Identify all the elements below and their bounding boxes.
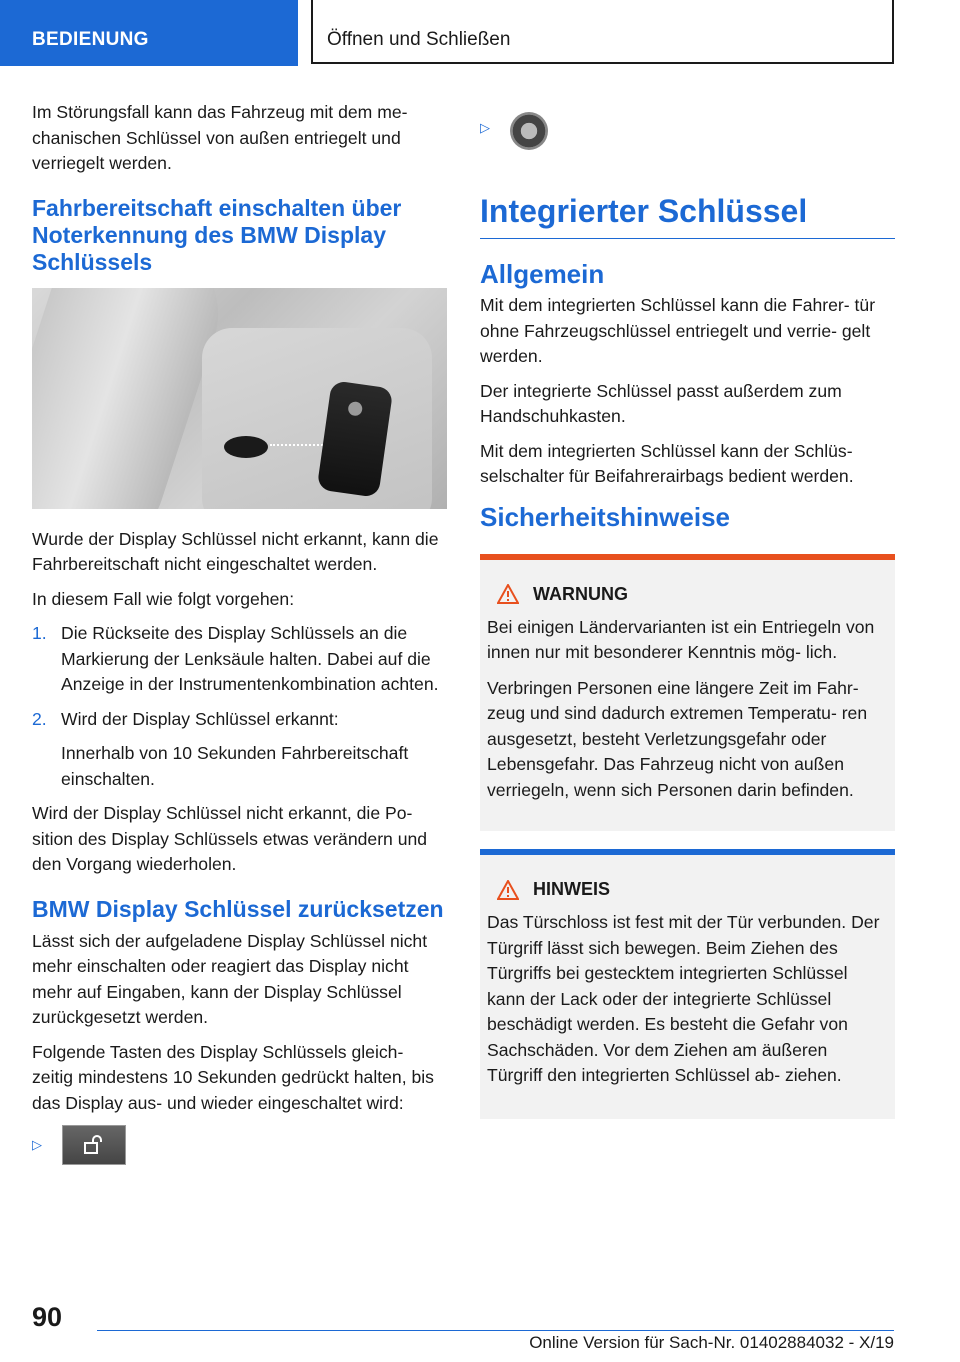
step-text: Wird der Display Schlüssel erkannt: <box>61 708 339 729</box>
section-tab <box>0 0 298 66</box>
left-column <box>32 100 447 1165</box>
step-text: Die Rückseite des Display Schlüssels an die Markierung der Lenksäule halten. Dabei auf die Anzeige in der Instrumentenkombination achten. <box>61 623 439 694</box>
after-image-paragraph: Wurde der Display Schlüssel nicht erkannt, kann die Fahrbereitschaft nicht eingeschaltet werden. <box>32 528 439 574</box>
list-item <box>32 707 447 793</box>
heading-fahrbereitschaft: Fahrbereitschaft einschalten über Noterkennung des BMW Display Schlüssels <box>32 194 402 275</box>
section-label: BEDIENUNG <box>32 29 149 50</box>
right-column <box>480 100 895 1119</box>
heading-sicherheitshinweise: Sicherheitshinweise <box>480 501 730 532</box>
case-paragraph: In diesem Fall wie folgt vorgehen: <box>32 588 295 609</box>
chapter-label: Öffnen und Schließen <box>327 29 511 50</box>
step-number: 1. <box>32 623 47 643</box>
marking-icon <box>224 436 268 458</box>
steps-list <box>32 621 447 792</box>
reset-paragraph-2: Folgende Tasten des Display Schlüssels gleich- zeitig mindestens 10 Sekunden gedrückt halten, bis das Display aus- und wieder eingeschaltet wird: <box>32 1041 434 1113</box>
footer-text: Online Version für Sach-Nr. 01402884032 - X/19 <box>529 1333 894 1352</box>
note-title: HINWEIS <box>533 879 611 899</box>
note-paragraph-1: Das Türschloss ist fest mit der Tür verbunden. Der Türgriff lässt sich bewegen. Beim Ziehen des Türgriffs bei gestecktem integrierten Schlüssel kann der Lack oder der integrierte Schlüssel beschädigt werden. Es besteht die Gefahr von Sachschäden. Vor dem Ziehen am äußeren Türgriff den integrierten Schlüssel ab- ziehen. <box>487 912 880 1085</box>
unlock-key-icon <box>62 1125 126 1165</box>
warning-paragraph-2: Verbringen Personen eine längere Zeit im Fahr- zeug und sind dadurch extremen Temperatu- ren ausgesetzt, besteht Verletzungsgefahr oder Lebensgefahr. Das Fahrzeug nicht von außen verriegeln, wenn sich Personen darin befinden. <box>487 677 868 800</box>
reset-paragraph-1: Lässt sich der aufgeladene Display Schlüssel nicht mehr einschalten oder reagiert das Display nicht mehr auf Eingaben, kann der Display Schlüssel zurückgesetzt werden. <box>32 930 428 1027</box>
general-paragraph-1: Mit dem integrierten Schlüssel kann die Fahrer- tür ohne Fahrzeugschlüssel entriegelt und verrie- gelt werden. <box>480 295 876 366</box>
bmw-logo-icon <box>510 112 548 150</box>
warning-box <box>480 554 895 832</box>
note-triangle-icon <box>497 880 519 900</box>
warning-paragraph-1: Bei einigen Ländervarianten ist ein Entriegeln von innen nur mit besonderer Kenntnis mög- lich. <box>487 616 875 662</box>
warning-triangle-icon <box>497 584 519 604</box>
heading-reset: BMW Display Schlüssel zurücksetzen <box>32 895 444 922</box>
footer-divider <box>97 1330 894 1331</box>
bullet-triangle-icon: ▷ <box>480 120 490 135</box>
not-recognized-paragraph: Wird der Display Schlüssel nicht erkannt, die Po- sition des Display Schlüssels etwas verändern und den Vorgang wiederholen. <box>32 803 428 874</box>
bullet-triangle-icon: ▷ <box>32 1137 42 1152</box>
step-number: 2. <box>32 708 47 729</box>
note-box <box>480 849 895 1119</box>
chapter-tab <box>311 0 894 64</box>
steering-column-photo <box>32 288 447 509</box>
page-number: 90 <box>32 1302 63 1332</box>
general-paragraph-2: Der integrierte Schlüssel passt außerdem zum Handschuhkasten. <box>480 380 842 426</box>
heading-allgemein: Allgemein <box>480 259 605 289</box>
bullet-lock-button <box>32 1125 447 1165</box>
intro-paragraph: Im Störungsfall kann das Fahrzeug mit dem me- chanischen Schlüssel von außen entriegelt und verriegelt werden. <box>32 102 408 173</box>
step-subtext: Innerhalb von 10 Sekunden Fahrbereitschaft einschalten. <box>61 743 409 789</box>
general-paragraph-3: Mit dem integrierten Schlüssel kann der Schlüs- selschalter für Beifahrerairbags bedient werden. <box>480 440 854 486</box>
bullet-bmw-button <box>480 106 895 150</box>
heading-integrierter-schluessel: Integrierter Schlüssel <box>480 192 895 239</box>
warning-title: WARNUNG <box>533 583 628 604</box>
list-item <box>32 621 447 698</box>
